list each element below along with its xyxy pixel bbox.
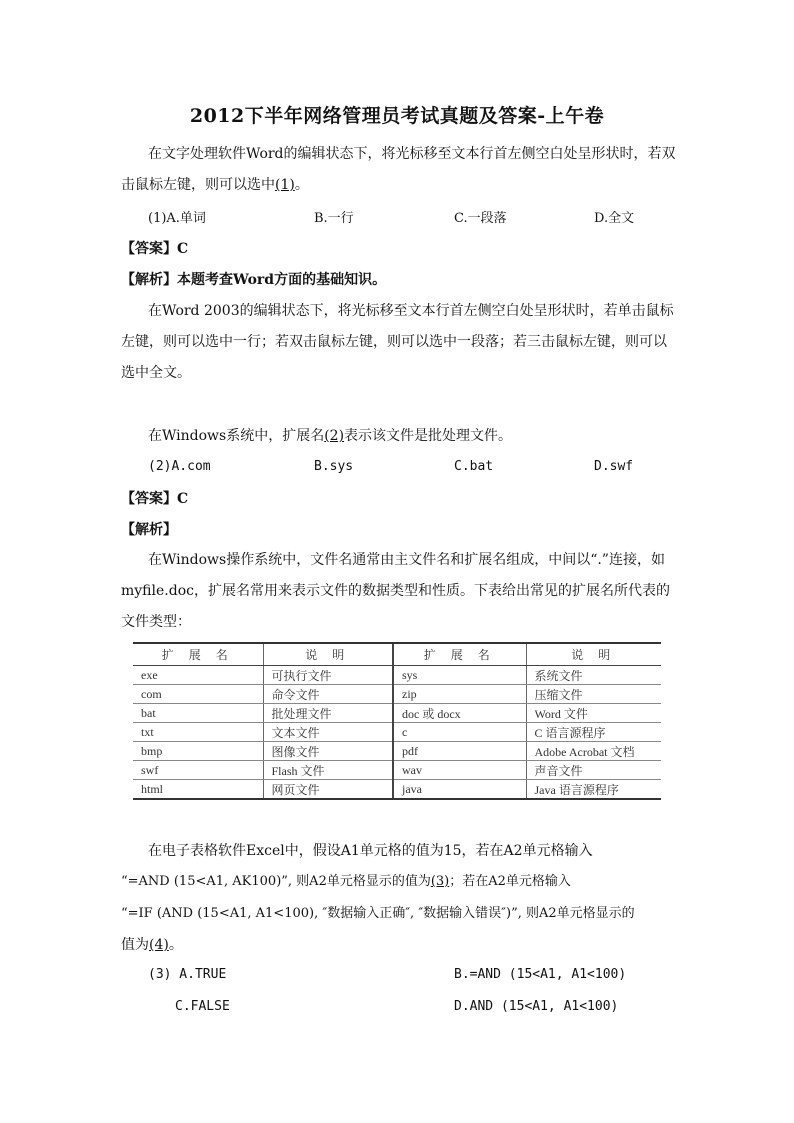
q1-answer-value: C [177,241,189,257]
table-cell: swf [133,761,263,780]
table-cell: html [133,780,263,800]
table-cell: Adobe Acrobat 文档 [526,742,661,761]
table-cell: 系统文件 [526,666,661,685]
table-cell: zip [393,685,526,704]
q3-blank4: (4) [149,937,169,953]
q1-stem-line2-pre: 击鼠标左键，则可以选中 [121,177,275,193]
q1-analysis-heading [121,269,386,289]
q3-option-b: B.=AND (15<A1, A1<100) [454,967,627,982]
q3-blank3: (3) [430,874,450,889]
table-cell: 网页文件 [263,780,393,800]
q2-answer-label: 【答案】 [121,491,177,507]
q2-stem [148,426,512,446]
q3-line1: 在电子表格软件Excel中，假设A1单元格的值为15，若在A2单元格输入 [148,843,593,859]
table-cell: doc 或 docx [393,704,526,723]
table-cell: wav [393,761,526,780]
q2-stem-pre: 在Windows系统中，扩展名 [148,428,325,444]
q1-analysis-line2: 左键，则可以选中一行；若双击鼠标左键，则可以选中一段落；若三击鼠标左键，则可以 [121,334,667,350]
q2-stem-post: 表示该文件是批处理文件。 [344,428,513,444]
table-cell: bat [133,704,263,723]
table-cell: Java 语言源程序 [526,780,661,800]
table-cell: Flash 文件 [263,761,393,780]
q3-line2-pre: “=AND (15<A1, AK100)”, 则A2单元格显示的值为 [121,874,431,889]
q1-stem-line2-post: 。 [294,177,309,193]
table-row [133,761,661,780]
q2-analysis-line2: myfile.doc，扩展名常用来表示文件的数据类型和性质。下表给出常见的扩展名所代表的 [121,583,670,599]
table-cell: 批处理文件 [263,704,393,723]
table-row [133,704,661,723]
page-title: 2012下半年网络管理员考试真题及答案-上午卷 [189,105,605,127]
table-cell: bmp [133,742,263,761]
q3-line3: “=IF (AND (15<A1, A1<100), ″数据输入正确″, ″数据输入错误″)”, 则A2单元格显示的 [121,906,635,921]
q3-line2 [121,872,571,892]
q2-option-c: C.bat [454,459,494,474]
table-header-cell: 扩 展 名 [393,643,526,666]
q2-blank: (2) [324,428,345,444]
q1-analysis-label: 【解析】 [121,272,177,288]
table-cell: exe [133,666,263,685]
q2-option-b: B.sys [314,459,354,474]
table-header-cell: 说 明 [526,643,661,666]
table-row [133,780,661,800]
q3-line2-post: ；若在A2单元格输入 [449,874,571,889]
q2-analysis-label: 【解析】 [121,522,177,538]
q1-stem-line1: 在文字处理软件Word的编辑状态下，将光标移至文本行首左侧空白处呈形状时，若双 [148,146,676,162]
table-cell: Word 文件 [526,704,661,723]
q3-line4-pre: 值为 [121,937,149,953]
q1-analysis-head: 本题考查Word方面的基础知识。 [177,272,387,288]
table-cell: 图像文件 [263,742,393,761]
q3-line4-post: 。 [168,937,183,953]
table-cell: 声音文件 [526,761,661,780]
q3-option-d: D.AND (15<A1, A1<100) [454,999,619,1014]
q3-option-a: (3) A.TRUE [148,967,227,982]
table-cell: c [393,723,526,742]
q1-stem-line2 [121,175,309,195]
q2-analysis-line3: 文件类型： [121,614,191,630]
q2-answer [121,488,188,508]
table-cell: java [393,780,526,800]
table-cell: 压缩文件 [526,685,661,704]
q1-option-b: B.一行 [314,211,354,226]
q2-answer-value: C [177,491,189,507]
table-cell: pdf [393,742,526,761]
table-header-row [133,643,661,666]
q2-option-a: (2)A.com [148,459,211,474]
q1-answer-label: 【答案】 [121,241,177,257]
table-row [133,742,661,761]
q1-analysis-line1: 在Word 2003的编辑状态下，将光标移至文本行首左侧空白处呈形状时，若单击鼠标 [148,303,674,319]
q1-option-a: (1)A.单词 [148,211,206,226]
table-cell: 文本文件 [263,723,393,742]
q2-option-d: D.swf [594,459,634,474]
table-row [133,685,661,704]
table-cell: 命令文件 [263,685,393,704]
table-header-cell: 说 明 [263,643,393,666]
q1-option-c: C.一段落 [454,211,507,226]
q1-blank: (1) [275,177,295,193]
table-header-cell: 扩 展 名 [133,643,263,666]
q1-answer [121,238,188,258]
q1-option-d: D.全文 [594,211,635,226]
table-cell: com [133,685,263,704]
q2-analysis-line1: 在Windows操作系统中，文件名通常由主文件名和扩展名组成，中间以“.”连接，如 [148,552,665,568]
table-cell: sys [393,666,526,685]
q3-option-c: C.FALSE [175,999,230,1014]
table-cell: 可执行文件 [263,666,393,685]
q1-analysis-line3: 选中全文。 [121,365,191,381]
extension-table [133,642,661,800]
table-row [133,666,661,685]
table-row [133,723,661,742]
q3-line4 [121,935,183,955]
table-cell: txt [133,723,263,742]
table-cell: C 语言源程序 [526,723,661,742]
